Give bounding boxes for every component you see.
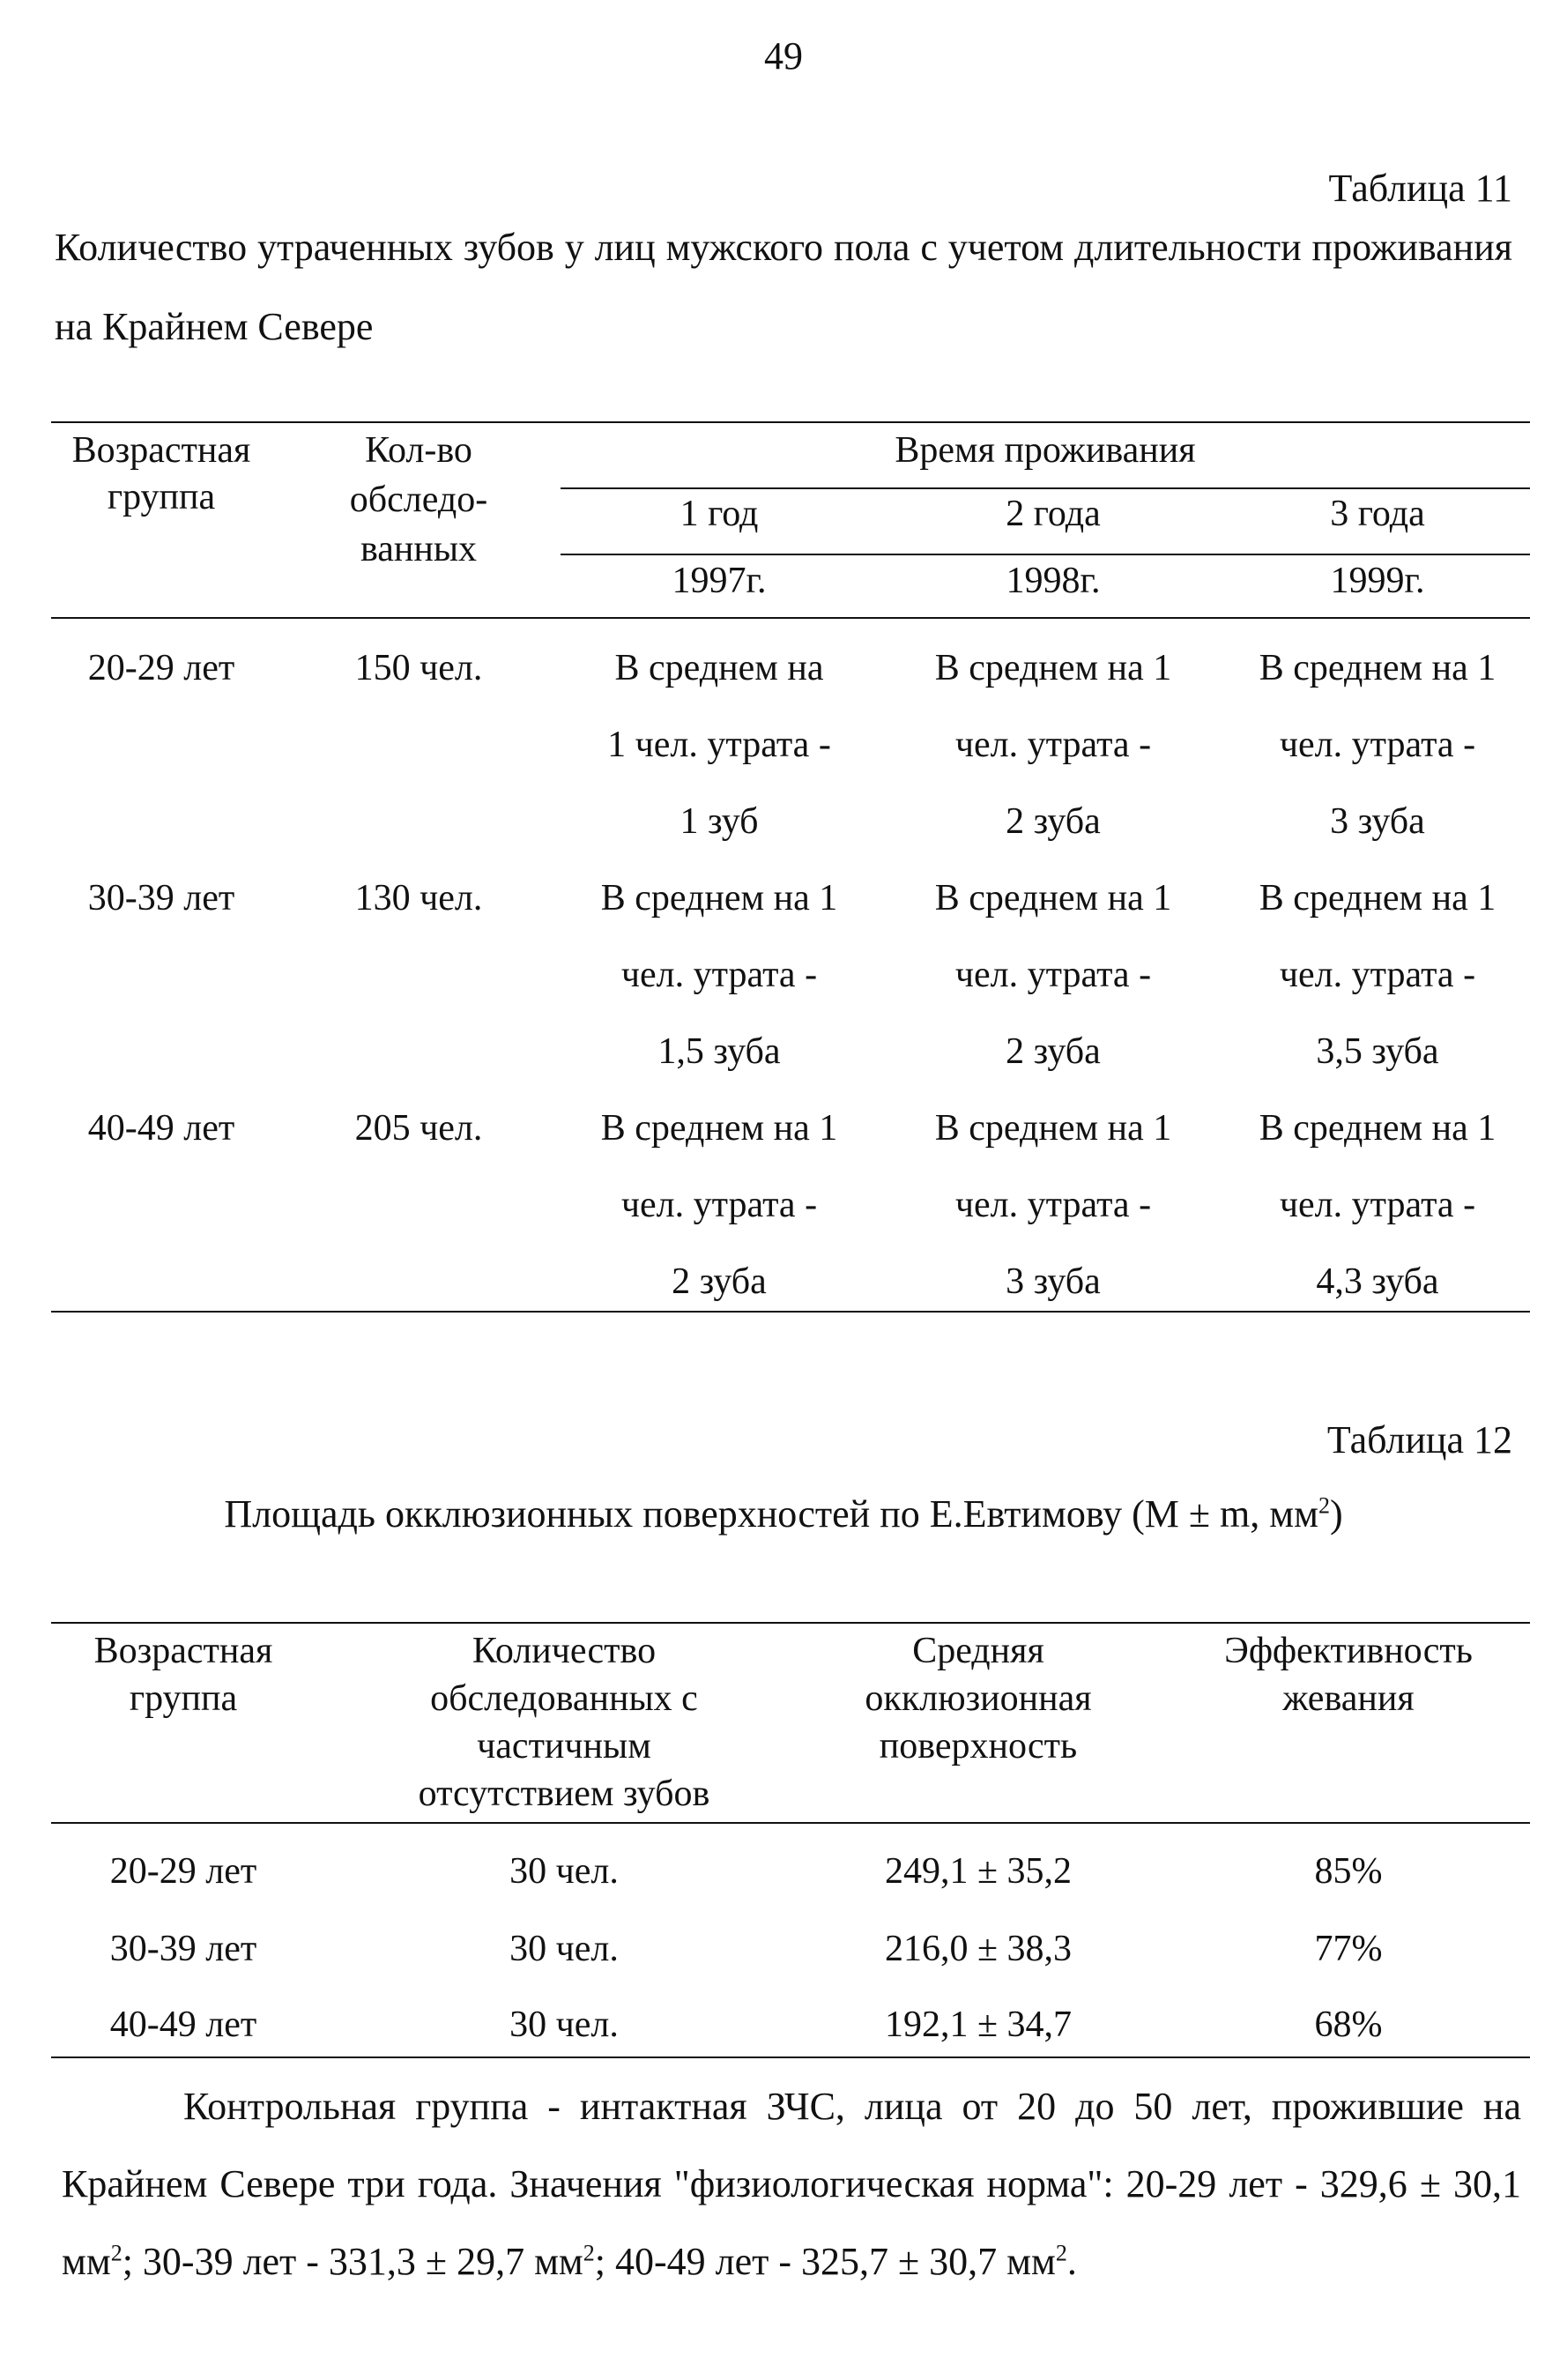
table-12-header-rule xyxy=(51,1822,1530,1824)
row-year3-line1: В среднем на 1 xyxy=(1259,648,1496,688)
table-11-sub-rule xyxy=(561,487,1530,489)
row-age: 20-29 лет xyxy=(87,648,235,688)
row-age: 40-49 лет xyxy=(109,2004,257,2045)
header-age-line2: группа xyxy=(107,477,216,517)
row-age: 30-39 лет xyxy=(109,1929,257,1969)
row-count: 130 чел. xyxy=(354,878,483,919)
closing-paragraph xyxy=(62,2068,1521,2301)
closing-text-4: . xyxy=(1066,2240,1077,2283)
table-12-bottom-rule xyxy=(51,2056,1530,2058)
table-11-header-rule xyxy=(51,617,1530,619)
header-age-line1: Возрастная xyxy=(93,1631,273,1671)
header-examined-line3: частичным xyxy=(477,1726,651,1766)
row-year2-line2: чел. утрата - xyxy=(954,1185,1152,1225)
row-year1-line1: В среднем на 1 xyxy=(600,878,838,919)
row-year1-line1: В среднем на 1 xyxy=(600,1108,838,1149)
row-year3-line1: В среднем на 1 xyxy=(1259,878,1496,919)
row-count: 205 чел. xyxy=(354,1108,483,1149)
header-average-line3: поверхность xyxy=(879,1726,1078,1766)
row-count: 150 чел. xyxy=(354,648,483,688)
row-examined: 30 чел. xyxy=(509,1851,619,1892)
table-12-title xyxy=(55,1477,1512,1551)
row-year1-line2: 1 чел. утрата - xyxy=(607,725,831,765)
header-age-line1: Возрастная xyxy=(71,430,251,471)
row-age: 20-29 лет xyxy=(109,1851,257,1892)
row-year2-line1: В среднем на 1 xyxy=(934,878,1172,919)
row-age: 40-49 лет xyxy=(87,1108,235,1149)
header-year-3: 3 года xyxy=(1330,494,1425,534)
table-12-top-rule xyxy=(51,1622,1530,1624)
row-year2-line1: В среднем на 1 xyxy=(934,1108,1172,1149)
table-11-top-rule xyxy=(51,421,1530,423)
header-date-1: 1997г. xyxy=(672,561,767,601)
row-year2-line2: чел. утрата - xyxy=(954,725,1152,765)
row-examined: 30 чел. xyxy=(509,2004,619,2045)
row-efficiency: 85% xyxy=(1314,1851,1383,1892)
table-12-title-text: Площадь окклюзионных поверхностей по Е.Евтимову (М ± m, мм xyxy=(224,1492,1318,1536)
table-12-caption: Таблица 12 xyxy=(1326,1418,1512,1461)
row-year3-line2: чел. утрата - xyxy=(1279,725,1476,765)
header-year-2: 2 года xyxy=(1006,494,1101,534)
row-year3-line2: чел. утрата - xyxy=(1279,1185,1476,1225)
row-year2-line3: 3 зуба xyxy=(1006,1261,1101,1302)
header-average-line2: окклюзионная xyxy=(865,1678,1092,1719)
row-year1-line2: чел. утрата - xyxy=(620,955,818,995)
row-average: 192,1 ± 34,7 xyxy=(884,2004,1073,2045)
table-12-title-end: ) xyxy=(1329,1492,1343,1536)
row-average: 216,0 ± 38,3 xyxy=(884,1929,1073,1969)
row-year3-line1: В среднем на 1 xyxy=(1259,1108,1496,1149)
row-year2-line1: В среднем на 1 xyxy=(934,648,1172,688)
header-count-line3: ванных xyxy=(360,529,478,569)
page-number: 49 xyxy=(764,34,803,78)
header-year-1: 1 год xyxy=(680,494,759,534)
closing-text-1: Контрольная группа - интактная ЗЧС, лица от 20 до 50 лет, прожившие на Крайнем Севере три года. Значения "физиологическая норма": 20-29 лет - 329,6 ± 30,1 мм xyxy=(62,2085,1521,2283)
row-year3-line3: 3 зуба xyxy=(1330,801,1425,842)
row-year1-line3: 2 зуба xyxy=(672,1261,767,1302)
row-year3-line2: чел. утрата - xyxy=(1279,955,1476,995)
row-year1-line3: 1 зуб xyxy=(680,801,759,842)
header-examined-line1: Количество xyxy=(472,1631,657,1671)
header-date-2: 1998г. xyxy=(1006,561,1101,601)
header-efficiency-line1: Эффективность xyxy=(1224,1631,1473,1671)
header-date-3: 1999г. xyxy=(1330,561,1425,601)
header-time: Время проживания xyxy=(895,430,1196,471)
closing-sup-1: 2 xyxy=(110,2240,123,2266)
closing-sup-3: 2 xyxy=(1055,2240,1067,2266)
row-year1-line1: В среднем на xyxy=(614,648,824,688)
row-year2-line3: 2 зуба xyxy=(1006,1031,1101,1072)
closing-sup-2: 2 xyxy=(583,2240,595,2266)
table-11-caption: Таблица 11 xyxy=(1328,167,1512,210)
row-year1-line3: 1,5 зуба xyxy=(657,1031,781,1072)
row-year3-line3: 4,3 зуба xyxy=(1316,1261,1439,1302)
closing-text-3: ; 40-49 лет - 325,7 ± 30,7 мм xyxy=(594,2240,1056,2283)
row-efficiency: 68% xyxy=(1314,2004,1383,2045)
row-age: 30-39 лет xyxy=(87,878,235,919)
row-year2-line3: 2 зуба xyxy=(1006,801,1101,842)
closing-text-2: ; 30-39 лет - 331,3 ± 29,7 мм xyxy=(122,2240,583,2283)
row-year3-line3: 3,5 зуба xyxy=(1316,1031,1439,1072)
row-year1-line2: чел. утрата - xyxy=(620,1185,818,1225)
header-count-line1: Кол-во xyxy=(365,430,472,471)
header-examined-line2: обследованных с xyxy=(430,1678,698,1719)
table-12-title-sup: 2 xyxy=(1318,1492,1330,1519)
row-average: 249,1 ± 35,2 xyxy=(884,1851,1073,1892)
header-count-line2: обследо- xyxy=(349,480,488,520)
header-age-line2: группа xyxy=(129,1678,238,1719)
row-year2-line2: чел. утрата - xyxy=(954,955,1152,995)
table-11-sub-rule-2 xyxy=(561,554,1530,555)
header-efficiency-line2: жевания xyxy=(1282,1678,1415,1719)
row-efficiency: 77% xyxy=(1314,1929,1383,1969)
row-examined: 30 чел. xyxy=(509,1929,619,1969)
header-average-line1: Средняя xyxy=(912,1631,1044,1671)
header-examined-line4: отсутствием зубов xyxy=(418,1774,710,1814)
table-11-title: Количество утраченных зубов у лиц мужского пола с учетом длительности проживания на Крайнем Севере xyxy=(55,226,1512,348)
